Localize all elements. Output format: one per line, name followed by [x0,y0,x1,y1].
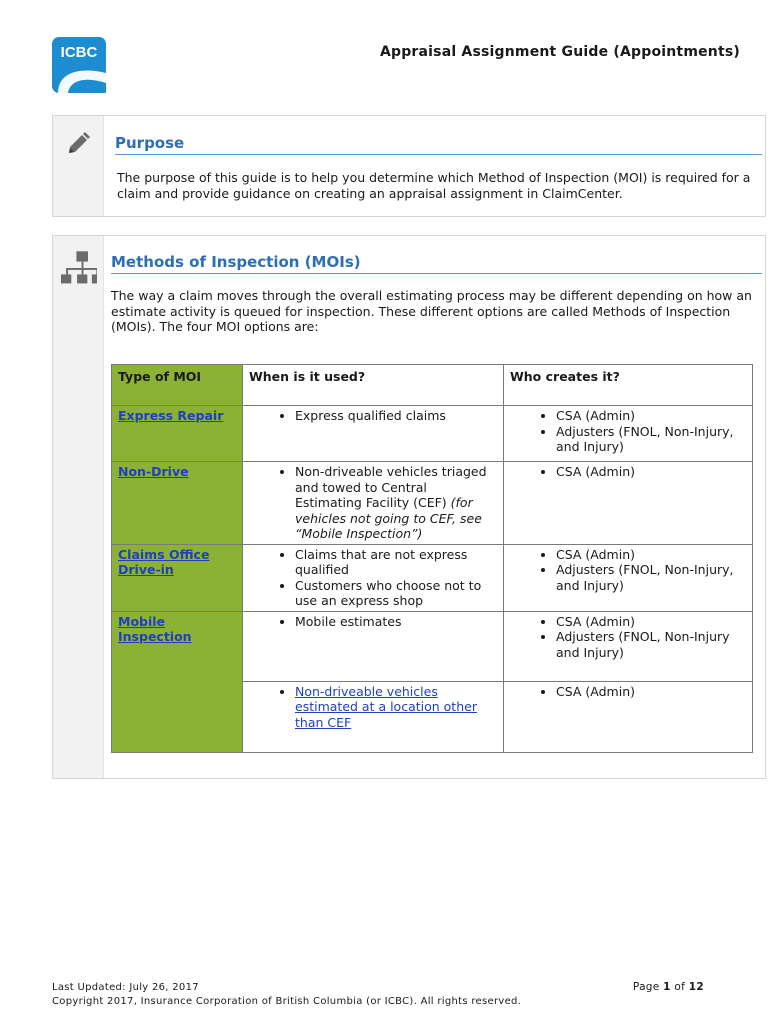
moi-type-cell [112,544,243,611]
who-cell [504,462,753,545]
page-prefix: Page [632,981,664,993]
page-number [633,981,704,993]
purpose-heading: Purpose [115,134,762,155]
when-cell [243,611,504,681]
footer [52,981,521,1009]
list-item [295,464,497,542]
moi-type-cell [112,462,243,545]
purpose-text: The purpose of this guide is to help you determine which Method of Inspection (MOI) is required for a claim and provide guidance on creating an appraisal assignment in ClaimCenter. [117,170,751,201]
moi-intro-text: The way a claim moves through the overall estimating process may be different depending on how an estimate activity is queued for inspection. These different options are called Methods of Inspection (MOIs). The four MOI options are: [111,288,752,334]
list-item: • CSA (Admin) [556,614,746,630]
org-chart-icon [61,250,97,286]
moi-heading: Methods of Inspection (MOIs) [111,253,762,274]
list-item: • Customers who choose not to use an express shop [295,578,497,609]
mobile-inspection-link[interactable]: Mobile Inspection [118,613,192,644]
header-when-used: When is it used? [243,365,504,406]
table-row [112,406,753,462]
when-cell [243,406,504,462]
list-item: • Adjusters (FNOL, Non-Injury and Injury) [556,629,746,660]
table-row [112,544,753,611]
list-item: • CSA (Admin) [556,547,746,563]
list-item: • CSA (Admin) [556,684,746,700]
copyright: Copyright 2017, Insurance Corporation of British Columbia (or ICBC). All rights reserved. [52,996,522,1007]
list-item: • Mobile estimates [295,614,497,630]
non-drive-when-text: Non-driveable vehicles triaged and towed to Central Estimating Facility (CEF) [295,464,487,510]
last-updated: Last Updated: July 26, 2017 [52,982,199,993]
who-cell [504,681,753,752]
list-item: • Adjusters (FNOL, Non-Injury, and Injury) [556,562,746,593]
moi-type-cell [112,406,243,462]
purpose-section [52,115,766,217]
who-cell [504,544,753,611]
pencil-icon [65,128,93,156]
table-row [112,462,753,545]
moi-table-header-row [112,365,753,406]
page-mid: of [670,981,689,993]
who-cell [504,406,753,462]
claims-office-drive-in-link[interactable]: Claims Office Drive-in [118,546,210,577]
header-type-of-moi: Type of MOI [112,365,243,406]
list-item: • Claims that are not express qualified [295,547,497,578]
when-cell [243,462,504,545]
moi-type-cell [112,611,243,752]
page-total: 12 [688,981,704,993]
non-drive-link[interactable]: Non-Drive [118,464,189,479]
non-driveable-offsite-link[interactable]: Non-driveable vehicles estimated at a location other than CEF [295,683,477,730]
list-item: • CSA (Admin) [556,464,746,480]
express-repair-link[interactable]: Express Repair [118,408,224,423]
document-title: Appraisal Assignment Guide (Appointments) [379,44,740,60]
list-item: • Adjusters (FNOL, Non-Injury, and Injury) [556,424,746,455]
icbc-logo [52,37,106,93]
when-cell [243,544,504,611]
who-cell [504,611,753,681]
purpose-gutter [53,116,104,216]
table-row [112,611,753,681]
non-drive-when-note: (for vehicles not going to CEF, see “Mobile Inspection”) [295,495,482,541]
list-item: • Express qualified claims [295,408,497,424]
list-item: • CSA (Admin) [556,408,746,424]
header-who-creates: Who creates it? [504,365,753,406]
svg-text:ICBC: ICBC [60,44,98,61]
when-cell [243,681,504,752]
moi-gutter [53,236,104,778]
moi-table [111,364,753,753]
list-item [295,684,497,731]
page-current: 1 [663,981,671,993]
